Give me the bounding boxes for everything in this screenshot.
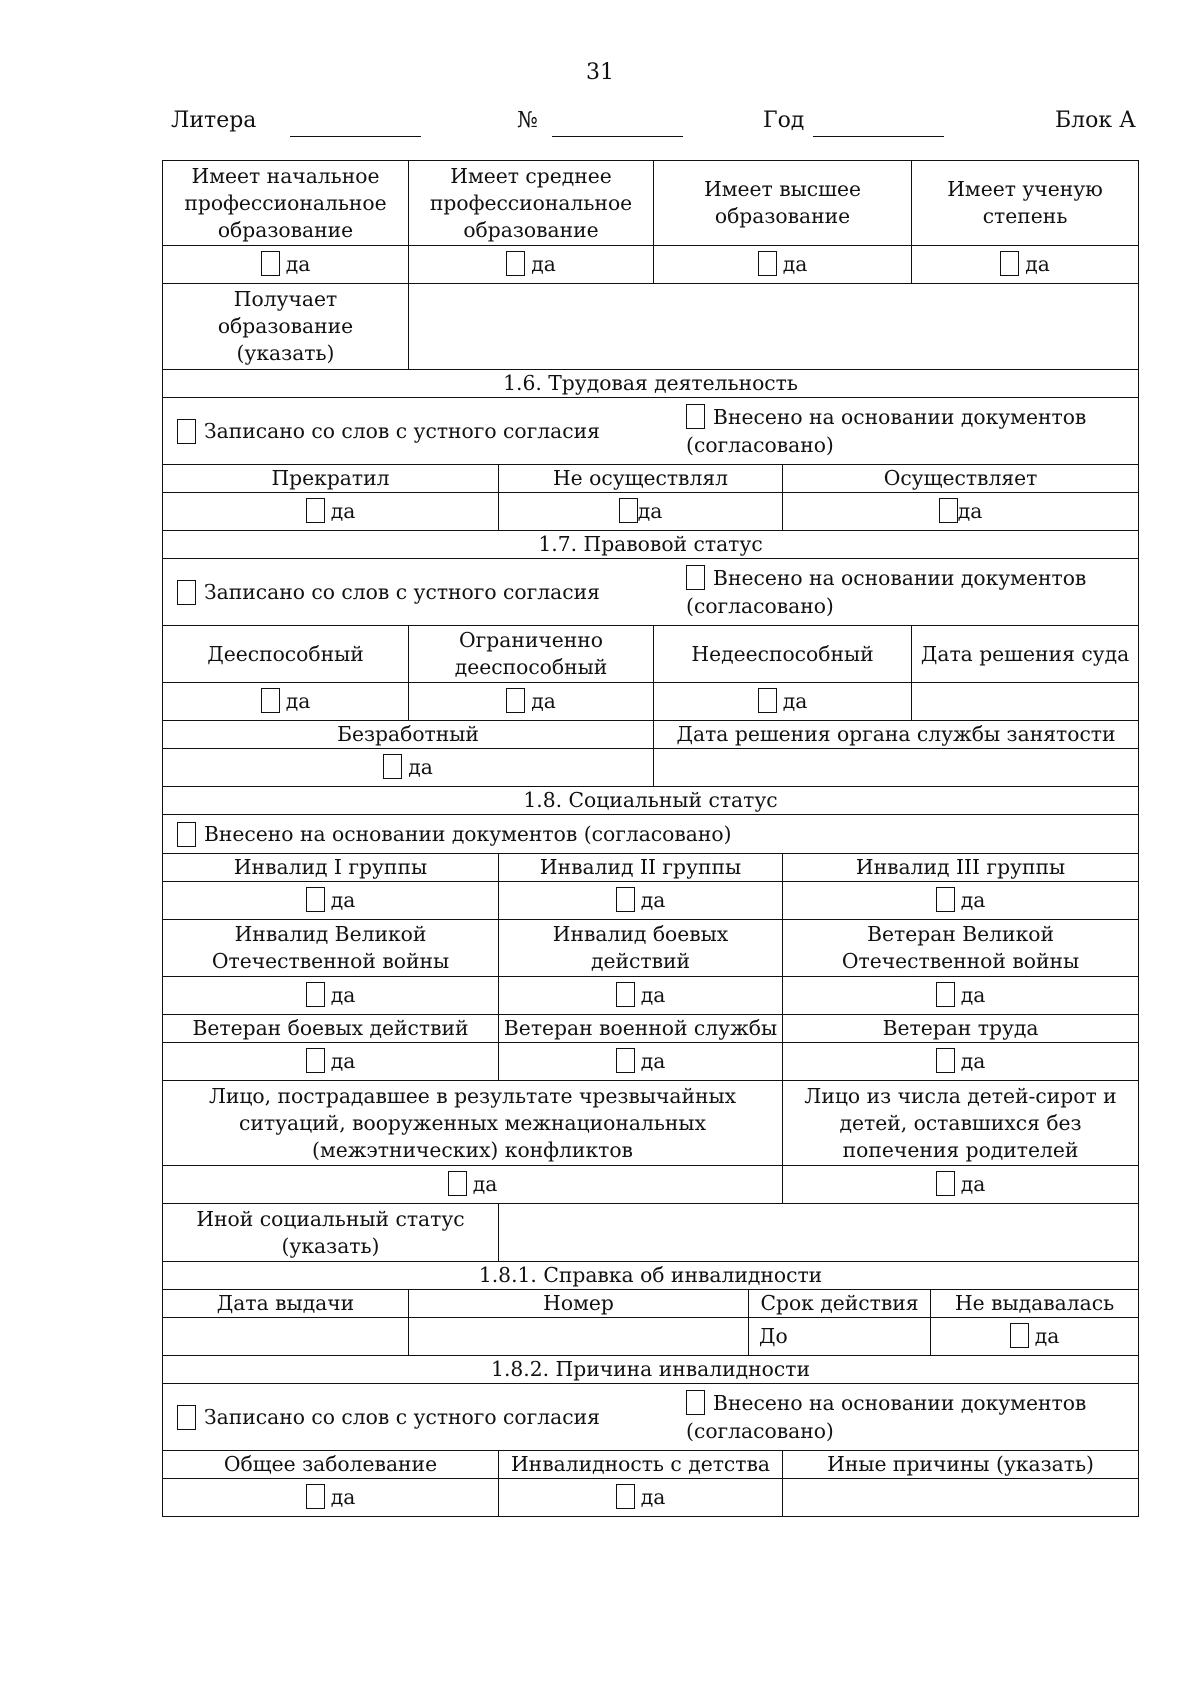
orphan-checkbox[interactable]: [936, 1171, 955, 1196]
cause-childhood-cell: [499, 1479, 783, 1517]
other-status-label: Иной социальный статус (указать): [163, 1204, 499, 1262]
number-field[interactable]: [552, 136, 683, 137]
other-status-field[interactable]: [499, 1204, 1139, 1262]
labor-documents-label: Внесено на основании документов (согласовано): [686, 405, 1087, 457]
certificate-number-header: Номер: [409, 1290, 749, 1318]
yes-label: да: [960, 983, 986, 1007]
education-secondary-checkbox[interactable]: [506, 251, 525, 276]
yes-label: да: [1034, 1324, 1060, 1348]
yes-label: да: [960, 1172, 986, 1196]
wwii-veteran-header: Ветеран Великой Отечественной войны: [783, 920, 1139, 977]
litera-label: Литера: [171, 108, 257, 133]
legal-employment-date-field[interactable]: [654, 749, 1139, 787]
labor-stopped-header: Прекратил: [163, 465, 499, 493]
yes-label: да: [285, 689, 311, 713]
combat-veteran-cell: [163, 1043, 499, 1081]
disabled-group-3-cell: [783, 882, 1139, 920]
legal-source-row: [163, 559, 1139, 626]
cause-other-field[interactable]: [783, 1479, 1139, 1517]
combat-disabled-cell: [499, 977, 783, 1015]
cause-documents-label: Внесено на основании документов (согласовано): [686, 1391, 1087, 1443]
social-section-title: 1.8. Социальный статус: [163, 787, 1139, 815]
education-degree-cell: [912, 246, 1139, 284]
emergency-victim-header: Лицо, пострадавшее в результате чрезвычайных ситуаций, вооруженных межнациональных (межэтнических) конфликтов: [163, 1081, 783, 1166]
education-higher-checkbox[interactable]: [758, 251, 777, 276]
cause-general-checkbox[interactable]: [306, 1484, 325, 1509]
education-initial-cell: [163, 246, 409, 284]
legal-employment-date-header: Дата решения органа службы занятости: [654, 721, 1139, 749]
wwii-disabled-header: Инвалид Великой Отечественной войны: [163, 920, 499, 977]
cause-childhood-checkbox[interactable]: [616, 1484, 635, 1509]
certificate-not-issued-cell: [931, 1318, 1139, 1356]
yes-label: да: [408, 755, 433, 779]
legal-incapable-cell: [654, 683, 912, 721]
yes-label: да: [640, 1485, 666, 1509]
disabled-group-2-checkbox[interactable]: [616, 887, 635, 912]
education-secondary-header: Имеет среднее профессиональное образование: [409, 161, 654, 246]
education-receiving-label: Получает образование (указать): [163, 284, 409, 370]
legal-incapable-header: Недееспособный: [654, 626, 912, 683]
emergency-victim-checkbox[interactable]: [448, 1171, 467, 1196]
yes-label: да: [640, 888, 666, 912]
yes-label: да: [782, 252, 808, 276]
wwii-disabled-checkbox[interactable]: [306, 982, 325, 1007]
yes-label: да: [957, 499, 983, 523]
yes-label: да: [330, 983, 356, 1007]
yes-label: да: [960, 1049, 986, 1073]
military-veteran-header: Ветеран военной службы: [499, 1015, 783, 1043]
legal-documents-label: Внесено на основании документов (согласовано): [686, 566, 1087, 618]
until-label: До: [759, 1324, 788, 1348]
education-secondary-cell: [409, 246, 654, 284]
certificate-not-issued-header: Не выдавалась: [931, 1290, 1139, 1318]
education-receiving-field[interactable]: [409, 284, 1139, 370]
disabled-group-2-cell: [499, 882, 783, 920]
labor-documents-checkbox[interactable]: [686, 404, 705, 429]
cause-section-title: 1.8.2. Причина инвалидности: [163, 1356, 1139, 1384]
social-form: [162, 160, 1139, 1517]
labor-veteran-checkbox[interactable]: [936, 1048, 955, 1073]
cause-general-header: Общее заболевание: [163, 1451, 499, 1479]
yes-label: да: [330, 888, 356, 912]
legal-capable-checkbox[interactable]: [261, 688, 280, 713]
labor-active-cell: [783, 493, 1139, 531]
education-initial-checkbox[interactable]: [261, 251, 280, 276]
disabled-group-2-header: Инвалид II группы: [499, 854, 783, 882]
labor-never-header: Не осуществлял: [499, 465, 783, 493]
certificate-issue-date-header: Дата выдачи: [163, 1290, 409, 1318]
education-degree-header: Имеет ученую степень: [912, 161, 1139, 246]
yes-label: да: [531, 689, 556, 713]
legal-unemployed-cell: [163, 749, 654, 787]
certificate-validity-field[interactable]: [749, 1318, 931, 1356]
social-documents-checkbox[interactable]: [177, 822, 196, 847]
legal-unemployed-header: Безработный: [163, 721, 654, 749]
legal-limited-cell: [409, 683, 654, 721]
legal-capable-cell: [163, 683, 409, 721]
emergency-victim-cell: [163, 1166, 783, 1204]
disabled-group-1-header: Инвалид I группы: [163, 854, 499, 882]
legal-court-date-header: Дата решения суда: [912, 626, 1139, 683]
labor-source-row: [163, 398, 1139, 465]
orphan-cell: [783, 1166, 1139, 1204]
social-source-row: [163, 815, 1139, 854]
yes-label: да: [1025, 252, 1050, 276]
certificate-section-title: 1.8.1. Справка об инвалидности: [163, 1262, 1139, 1290]
certificate-validity-header: Срок действия: [749, 1290, 931, 1318]
certificate-issue-date-field[interactable]: [163, 1318, 409, 1356]
wwii-veteran-checkbox[interactable]: [936, 982, 955, 1007]
combat-veteran-header: Ветеран боевых действий: [163, 1015, 499, 1043]
yes-label: да: [330, 1049, 356, 1073]
legal-court-date-field[interactable]: [912, 683, 1139, 721]
labor-verbal-checkbox[interactable]: [177, 419, 196, 444]
legal-section-title: 1.7. Правовой статус: [163, 531, 1139, 559]
wwii-disabled-cell: [163, 977, 499, 1015]
yes-label: да: [637, 499, 663, 523]
certificate-number-field[interactable]: [409, 1318, 749, 1356]
combat-disabled-checkbox[interactable]: [616, 982, 635, 1007]
legal-verbal-checkbox[interactable]: [177, 580, 196, 605]
page-number: 31: [586, 60, 614, 85]
yes-label: да: [640, 1049, 666, 1073]
labor-section-title: 1.6. Трудовая деятельность: [163, 370, 1139, 398]
legal-documents-checkbox[interactable]: [686, 565, 705, 590]
disabled-group-3-checkbox[interactable]: [936, 887, 955, 912]
labor-verbal-label: Записано со слов с устного согласия: [204, 418, 600, 443]
combat-disabled-header: Инвалид боевых действий: [499, 920, 783, 977]
education-initial-header: Имеет начальное профессиональное образование: [163, 161, 409, 246]
cause-source-row: [163, 1384, 1139, 1451]
labor-veteran-header: Ветеран труда: [783, 1015, 1139, 1043]
combat-veteran-checkbox[interactable]: [306, 1048, 325, 1073]
cause-childhood-header: Инвалидность с детства: [499, 1451, 783, 1479]
cause-verbal-checkbox[interactable]: [177, 1405, 196, 1430]
labor-active-checkbox[interactable]: [939, 498, 958, 523]
military-veteran-cell: [499, 1043, 783, 1081]
yes-label: да: [640, 983, 666, 1007]
legal-limited-header: Ограниченно дееспособный: [409, 626, 654, 683]
education-higher-header: Имеет высшее образование: [654, 161, 912, 246]
year-label: Год: [763, 108, 805, 133]
number-label: №: [517, 108, 538, 133]
legal-capable-header: Дееспособный: [163, 626, 409, 683]
yes-label: да: [531, 252, 556, 276]
orphan-header: Лицо из числа детей-сирот и детей, оставшихся без попечения родителей: [783, 1081, 1139, 1166]
year-field[interactable]: [813, 136, 944, 137]
legal-limited-checkbox[interactable]: [506, 688, 525, 713]
labor-stopped-cell: [163, 493, 499, 531]
yes-label: да: [330, 499, 356, 523]
yes-label: да: [782, 689, 808, 713]
disabled-group-1-cell: [163, 882, 499, 920]
block-label: Блок А: [1055, 108, 1136, 133]
cause-other-header: Иные причины (указать): [783, 1451, 1139, 1479]
legal-verbal-label: Записано со слов с устного согласия: [204, 579, 600, 604]
wwii-veteran-cell: [783, 977, 1139, 1015]
labor-veteran-cell: [783, 1043, 1139, 1081]
legal-unemployed-checkbox[interactable]: [383, 754, 402, 779]
yes-label: да: [472, 1172, 498, 1196]
yes-label: да: [285, 252, 311, 276]
disabled-group-3-header: Инвалид III группы: [783, 854, 1139, 882]
social-documents-label: Внесено на основании документов (согласовано): [204, 821, 732, 846]
labor-never-cell: [499, 493, 783, 531]
cause-documents-checkbox[interactable]: [686, 1390, 705, 1415]
education-higher-cell: [654, 246, 912, 284]
cause-verbal-label: Записано со слов с устного согласия: [204, 1404, 600, 1429]
yes-label: да: [330, 1485, 356, 1509]
labor-never-checkbox[interactable]: [619, 498, 638, 523]
education-degree-checkbox[interactable]: [1000, 251, 1019, 276]
cause-general-cell: [163, 1479, 499, 1517]
litera-field[interactable]: [290, 136, 421, 137]
disabled-group-1-checkbox[interactable]: [306, 887, 325, 912]
labor-active-header: Осуществляет: [783, 465, 1139, 493]
labor-stopped-checkbox[interactable]: [306, 498, 325, 523]
legal-incapable-checkbox[interactable]: [758, 688, 777, 713]
certificate-not-issued-checkbox[interactable]: [1010, 1323, 1029, 1348]
yes-label: да: [960, 888, 986, 912]
military-veteran-checkbox[interactable]: [616, 1048, 635, 1073]
